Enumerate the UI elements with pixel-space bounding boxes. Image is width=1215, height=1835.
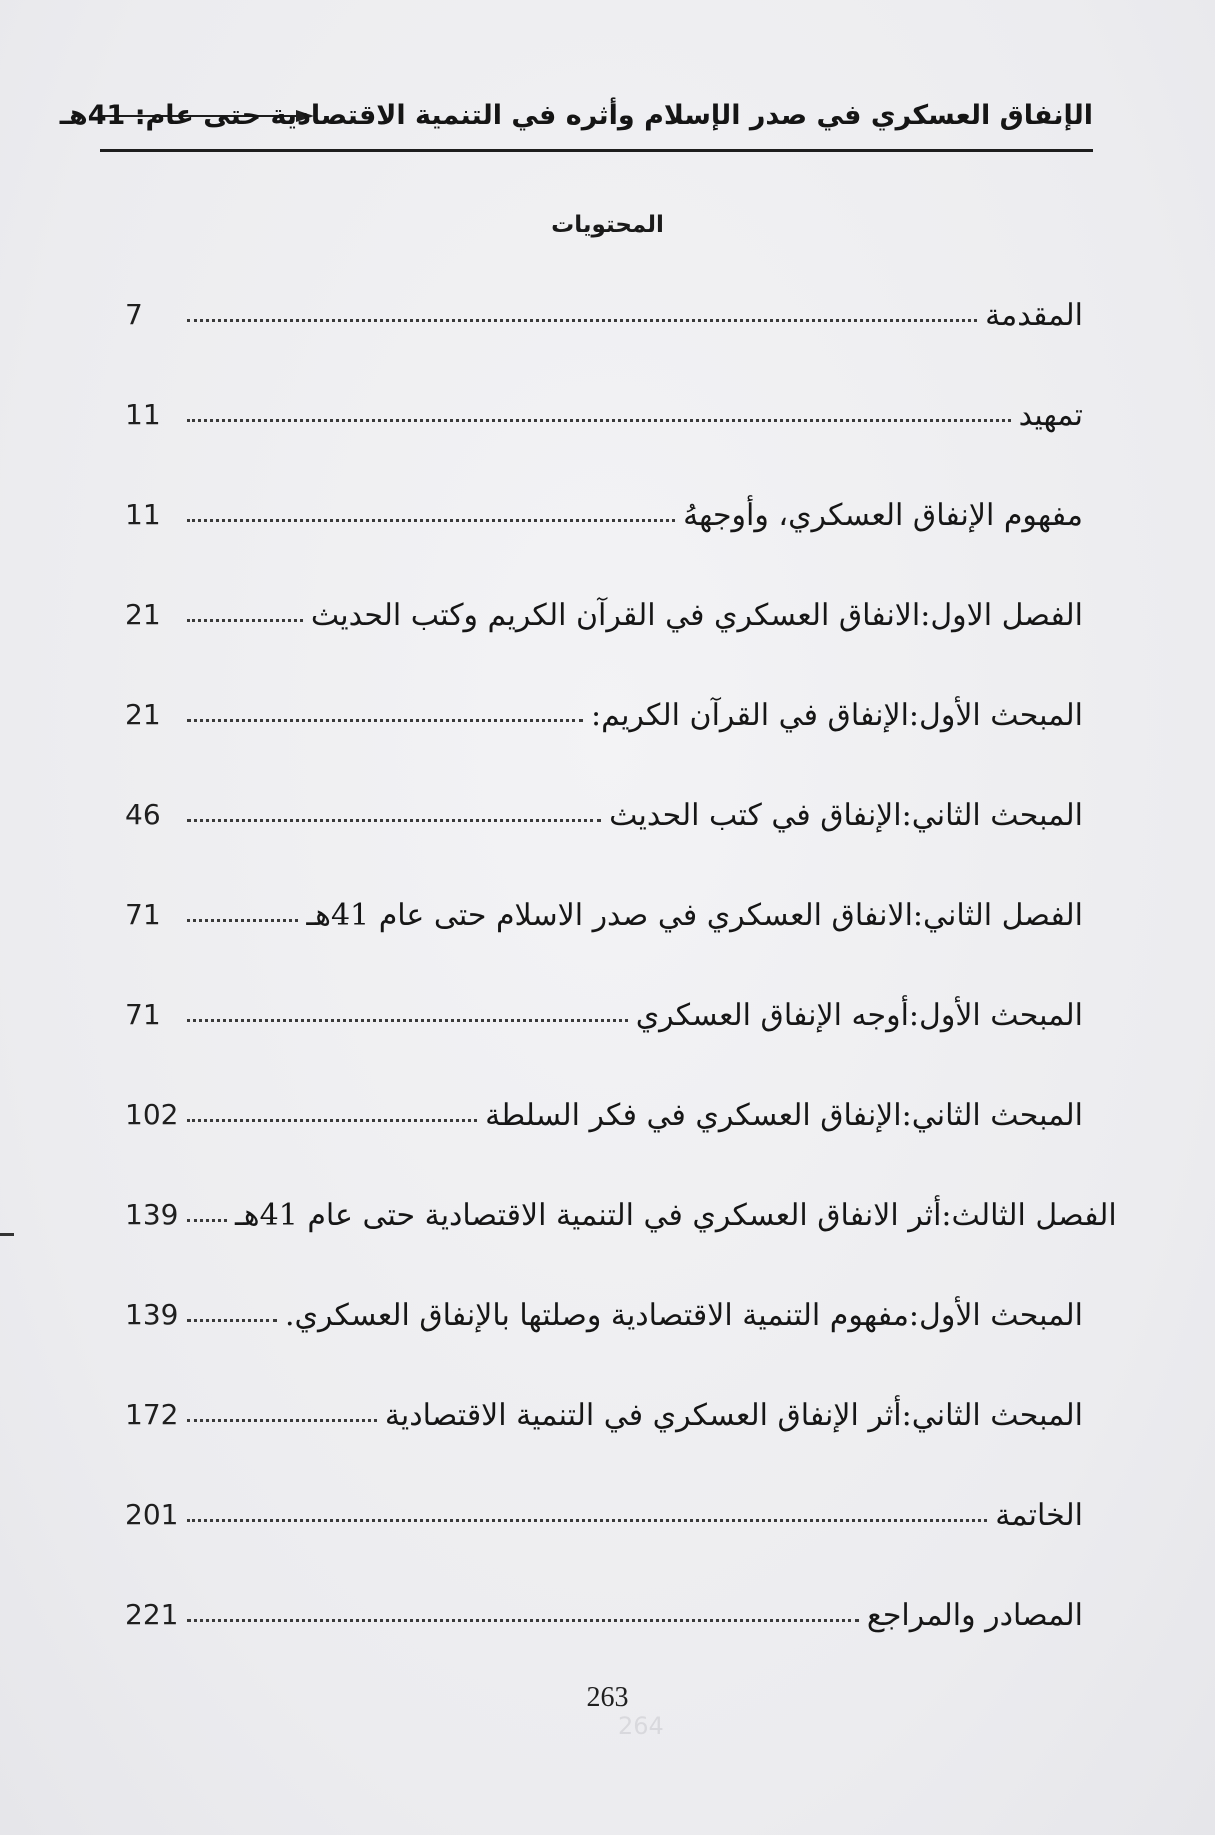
- toc-entry-page: 21: [125, 698, 161, 731]
- toc-entry-page: 172: [125, 1398, 179, 1431]
- dot-leader: [187, 419, 1011, 422]
- toc-entry-title: تمهيد: [1018, 398, 1083, 433]
- toc-entry-title: مفهوم الإنفاق العسكري، وأوجههُ: [683, 498, 1083, 533]
- edge-mark: [0, 1233, 14, 1236]
- page-number: 263: [586, 1682, 629, 1713]
- toc-entry-title: المقدمة: [985, 298, 1083, 333]
- toc-entry-title: المبحث الثاني:الإنفاق العسكري في فكر السلطة: [485, 1098, 1083, 1133]
- dot-leader: [187, 919, 298, 922]
- toc-entry: [125, 768, 1083, 868]
- dot-leader: [187, 1519, 987, 1522]
- toc-entry: [125, 968, 1083, 1068]
- toc-entry-title: المبحث الثاني:أثر الإنفاق العسكري في التنمية الاقتصادية: [384, 1398, 1083, 1433]
- toc-entry-title: الخاتمة: [995, 1498, 1083, 1533]
- toc-entry: [125, 1468, 1083, 1568]
- toc-entry-page: 221: [125, 1598, 179, 1631]
- toc-entry-page: 139: [125, 1298, 179, 1331]
- dot-leader: [187, 719, 583, 722]
- toc-entry: [125, 568, 1083, 668]
- toc-entry-title: المبحث الثاني:الإنفاق في كتب الحديث: [609, 798, 1083, 833]
- toc-entry-title: المصادر والمراجع: [866, 1598, 1083, 1633]
- toc-entry: [125, 468, 1083, 568]
- toc-entry-page: 11: [125, 498, 161, 531]
- toc-entry-page: 46: [125, 798, 161, 831]
- dot-leader: [187, 1619, 859, 1622]
- running-header: [59, 98, 1093, 152]
- toc-entry: [125, 1168, 1117, 1268]
- bleed-through-number: 264: [618, 1712, 664, 1740]
- dot-leader: [187, 1019, 628, 1022]
- toc-entry-page: 7: [125, 298, 143, 331]
- toc-entry: [125, 268, 1083, 368]
- toc-entry: [125, 1568, 1083, 1668]
- toc-entry: [125, 1368, 1083, 1468]
- header-rule: [100, 149, 1093, 152]
- toc-entry: [125, 1268, 1083, 1368]
- toc-entry: [125, 1068, 1083, 1168]
- toc-entry-page: 139: [125, 1198, 179, 1231]
- running-title: الإنفاق العسكري في صدر الإسلام وأثره في التنمية الاقتصادية حتى عام: 41هـ: [59, 100, 1093, 131]
- toc-entry-title: الفصل الثالث:أثر الانفاق العسكري في التنمية الاقتصادية حتى عام 41هـ: [235, 1198, 1117, 1233]
- dot-leader: [187, 1219, 227, 1222]
- dot-leader: [187, 1319, 277, 1322]
- toc-entry-page: 71: [125, 898, 161, 931]
- toc-entry-page: 201: [125, 1498, 179, 1531]
- toc-entry: [125, 668, 1083, 768]
- toc-entry-title: الفصل الاول:الانفاق العسكري في القرآن الكريم وكتب الحديث: [310, 598, 1083, 633]
- dot-leader: [187, 1419, 377, 1422]
- toc-entry: [125, 368, 1083, 468]
- toc-list: [125, 268, 1117, 1668]
- toc-entry-page: 21: [125, 598, 161, 631]
- toc-entry-title: المبحث الأول:مفهوم التنمية الاقتصادية وصلتها بالإنفاق العسكري.: [284, 1298, 1083, 1333]
- toc-entry-title: المبحث الأول:الإنفاق في القرآن الكريم:: [591, 698, 1083, 733]
- dot-leader: [187, 1119, 477, 1122]
- toc-heading: المحتويات: [551, 212, 664, 238]
- toc-entry-page: 102: [125, 1098, 179, 1131]
- toc-entry-title: المبحث الأول:أوجه الإنفاق العسكري: [635, 998, 1083, 1033]
- toc-entry-page: 71: [125, 998, 161, 1031]
- dot-leader: [187, 519, 675, 522]
- toc-entry: [125, 868, 1083, 968]
- toc-entry-title: الفصل الثاني:الانفاق العسكري في صدر الاسلام حتى عام 41هـ: [306, 898, 1083, 933]
- dot-leader: [187, 319, 977, 322]
- toc-entry-page: 11: [125, 398, 161, 431]
- dot-leader: [187, 819, 601, 822]
- dot-leader: [187, 619, 303, 622]
